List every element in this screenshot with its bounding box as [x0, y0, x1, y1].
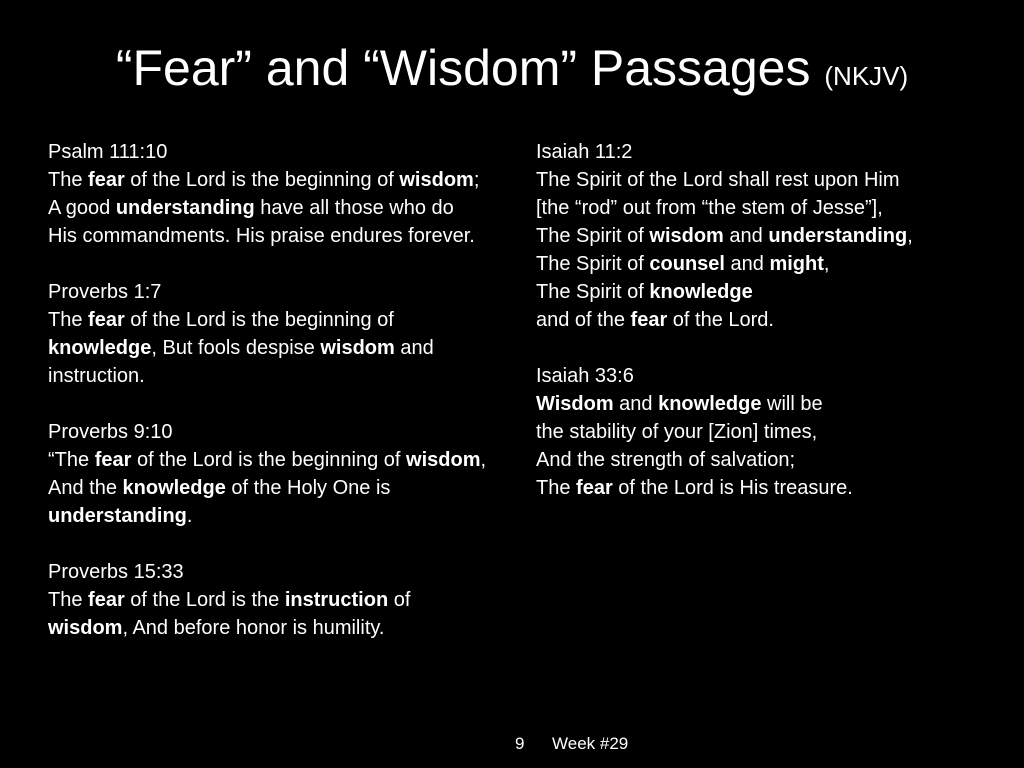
passage-line: [536, 306, 986, 334]
verse-text: and of the: [536, 309, 631, 331]
verse-text: “The: [48, 449, 95, 471]
bold-keyword: wisdom: [320, 337, 395, 359]
verse-text: of: [388, 589, 411, 611]
passage-reference: Proverbs 1:7: [48, 281, 162, 303]
passage-right-1: [536, 138, 986, 334]
verse-text: .: [186, 505, 193, 527]
verse-text: [the “rod” out from “the stem of Jesse”],: [536, 197, 883, 219]
passage-line: [536, 390, 986, 418]
right-column: [536, 138, 986, 530]
bold-keyword: fear: [88, 309, 125, 331]
verse-text: and: [613, 393, 659, 415]
bold-keyword: wisdom: [399, 169, 474, 191]
bold-keyword: instruction: [284, 589, 389, 611]
passage-line: [536, 222, 986, 250]
passage-line: [536, 474, 986, 502]
title-version: (NKJV): [824, 61, 909, 91]
verse-text: The Spirit of the Lord shall rest upon Him: [536, 169, 900, 191]
verse-text: and: [723, 225, 769, 247]
bold-keyword: fear: [576, 477, 613, 499]
bold-keyword: knowledge: [122, 477, 226, 499]
bold-keyword: knowledge: [658, 393, 762, 415]
bold-keyword: understanding: [115, 197, 255, 219]
verse-text: ,: [907, 225, 913, 247]
bold-keyword: wisdom: [649, 225, 724, 247]
passage-line: [536, 446, 986, 474]
bold-keyword: understanding: [768, 225, 908, 247]
verse-text: The: [48, 309, 89, 331]
verse-text: The: [536, 477, 577, 499]
bold-keyword: wisdom: [48, 617, 123, 639]
passage-line: [536, 278, 986, 306]
passage-right-2: [536, 362, 986, 502]
verse-text: , And the: [48, 449, 487, 499]
bold-keyword: might: [769, 253, 824, 275]
passage-line: [536, 166, 986, 194]
verse-text: of the Lord is His treasure.: [612, 477, 853, 499]
passage-reference: Proverbs 15:33: [48, 561, 184, 583]
verse-text: ,: [823, 253, 830, 275]
bold-keyword: knowledge: [48, 337, 152, 359]
verse-text: will be: [761, 393, 823, 415]
verse-text: The Spirit of: [536, 281, 650, 303]
verse-text: The: [48, 169, 89, 191]
passage-reference: Isaiah 33:6: [536, 365, 634, 387]
verse-text: And the strength of salvation;: [536, 449, 796, 471]
left-column: [48, 138, 488, 670]
title-main: “Fear” and “Wisdom” Passages: [115, 40, 811, 96]
bold-keyword: Wisdom: [536, 393, 614, 415]
passage-left-1: [48, 138, 488, 250]
verse-text: The Spirit of: [536, 225, 650, 247]
verse-text: have all those who do His commandments. His praise endures forever.: [48, 197, 475, 247]
passage-line: [536, 194, 986, 222]
passage-line: [536, 250, 986, 278]
verse-text: and: [724, 253, 770, 275]
verse-text: the stability of your [Zion] times,: [536, 421, 818, 443]
bold-keyword: fear: [88, 589, 125, 611]
verse-text: , But fools despise: [151, 337, 321, 359]
passage-left-4: [48, 558, 488, 642]
verse-text: ; A good: [48, 169, 480, 219]
bold-keyword: fear: [630, 309, 668, 331]
bold-keyword: fear: [94, 449, 132, 471]
verse-text: of the Lord.: [667, 309, 774, 331]
verse-text: and instruction.: [48, 337, 434, 387]
passage-text: [48, 446, 488, 530]
passage-reference: Proverbs 9:10: [48, 421, 173, 443]
bold-keyword: fear: [88, 169, 125, 191]
slide-title: [0, 36, 1024, 108]
verse-text: of the Lord is the beginning of: [124, 169, 400, 191]
week-label: Week #29: [552, 734, 629, 753]
passage-reference: Psalm 111:10: [48, 141, 168, 163]
passage-text: [48, 166, 488, 250]
passage-text: [48, 306, 488, 390]
passage-reference: Isaiah 11:2: [536, 141, 633, 163]
bold-keyword: knowledge: [649, 281, 753, 303]
verse-text: of the Holy One is: [225, 477, 391, 499]
verse-text: of the Lord is the: [124, 589, 285, 611]
bold-keyword: wisdom: [406, 449, 481, 471]
verse-text: , And before honor is humility.: [122, 617, 385, 639]
verse-text: The: [48, 589, 89, 611]
verse-text: of the Lord is the beginning of: [124, 309, 394, 331]
verse-text: The Spirit of: [536, 253, 650, 275]
passage-left-2: [48, 278, 488, 390]
passage-left-3: [48, 418, 488, 530]
page-number: 9: [515, 734, 525, 753]
passage-line: [536, 418, 986, 446]
bold-keyword: understanding: [48, 505, 187, 527]
bold-keyword: counsel: [649, 253, 725, 275]
verse-text: of the Lord is the beginning of: [131, 449, 407, 471]
passage-text: [48, 586, 488, 642]
